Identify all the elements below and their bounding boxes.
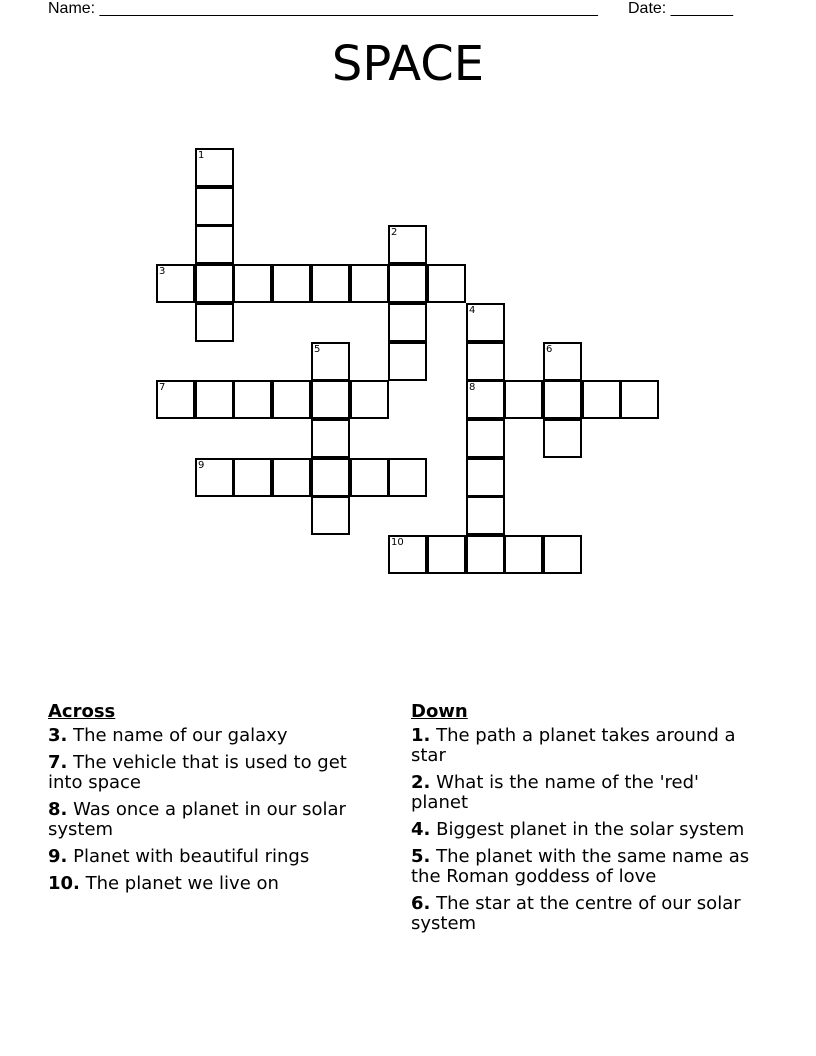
cell-number: 3 (159, 266, 166, 277)
grid-cell[interactable] (195, 148, 234, 187)
cell-number: 6 (546, 344, 553, 355)
grid-cell[interactable] (233, 458, 272, 497)
grid-cell[interactable] (543, 342, 582, 381)
grid-cell[interactable] (543, 535, 582, 574)
clue-down-1: 1. The path a planet takes around a star (411, 725, 736, 766)
cell-number: 10 (391, 537, 404, 548)
grid-cell[interactable] (466, 458, 505, 497)
across-heading: Across (48, 701, 116, 722)
grid-cell[interactable] (427, 264, 466, 303)
grid-cell[interactable] (388, 264, 427, 303)
clue-across-9: 9. Planet with beautiful rings (48, 846, 310, 867)
grid-cell[interactable] (195, 458, 234, 497)
clue-across-8: 8. Was once a planet in our solar system (48, 799, 346, 840)
page-title: SPACE (331, 36, 485, 92)
grid-cell[interactable] (311, 419, 350, 458)
grid-cell[interactable] (195, 264, 234, 303)
cell-number: 4 (469, 305, 476, 316)
clue-across-10: 10. The planet we live on (48, 873, 279, 894)
grid-cell[interactable] (350, 380, 389, 419)
clue-down-6: 6. The star at the centre of our solar system (411, 893, 741, 934)
down-clues (411, 702, 756, 941)
clue-down-2: 2. What is the name of the 'red' planet (411, 772, 699, 813)
grid-cell[interactable] (311, 496, 350, 535)
grid-cell[interactable] (156, 264, 195, 303)
cell-number: 2 (391, 227, 398, 238)
grid-cell[interactable] (195, 187, 234, 226)
grid-cell[interactable] (466, 419, 505, 458)
grid-cell[interactable] (388, 303, 427, 342)
name-field-label: Name: ________________________________________________________ (48, 0, 598, 17)
clue-down-5: 5. The planet with the same name as the Roman goddess of love (411, 846, 750, 887)
grid-cell[interactable] (466, 342, 505, 381)
grid-cell[interactable] (388, 342, 427, 381)
grid-cell[interactable] (466, 303, 505, 342)
grid-cell[interactable] (272, 458, 311, 497)
grid-cell[interactable] (466, 496, 505, 535)
grid-cell[interactable] (543, 380, 582, 419)
grid-cell[interactable] (272, 380, 311, 419)
cell-number: 5 (314, 344, 321, 355)
grid-cell[interactable] (427, 535, 466, 574)
grid-cell[interactable] (195, 380, 234, 419)
grid-cell[interactable] (582, 380, 621, 419)
grid-cell[interactable] (504, 380, 543, 419)
grid-cell[interactable] (195, 303, 234, 342)
grid-cell[interactable] (311, 342, 350, 381)
grid-cell[interactable] (388, 535, 427, 574)
grid-cell[interactable] (543, 419, 582, 458)
grid-cell[interactable] (156, 380, 195, 419)
clue-across-7: 7. The vehicle that is used to get into space (48, 752, 347, 793)
cell-number: 7 (159, 382, 166, 393)
clue-down-4: 4. Biggest planet in the solar system (411, 819, 745, 840)
grid-cell[interactable] (311, 458, 350, 497)
grid-cell[interactable] (311, 380, 350, 419)
grid-cell[interactable] (311, 264, 350, 303)
date-field-label: Date: _______ (628, 0, 733, 17)
down-heading: Down (411, 701, 468, 722)
clue-across-3: 3. The name of our galaxy (48, 725, 288, 746)
grid-cell[interactable] (233, 380, 272, 419)
grid-cell[interactable] (466, 380, 505, 419)
across-clues (48, 702, 368, 901)
grid-cell[interactable] (388, 225, 427, 264)
grid-cell[interactable] (233, 264, 272, 303)
grid-cell[interactable] (350, 458, 389, 497)
grid-cell[interactable] (272, 264, 311, 303)
grid-cell[interactable] (388, 458, 427, 497)
cell-number: 1 (198, 150, 205, 161)
grid-cell[interactable] (350, 264, 389, 303)
cell-number: 9 (198, 460, 205, 471)
grid-cell[interactable] (620, 380, 659, 419)
grid-cell[interactable] (195, 225, 234, 264)
cell-number: 8 (469, 382, 476, 393)
grid-cell[interactable] (466, 535, 505, 574)
grid-cell[interactable] (504, 535, 543, 574)
